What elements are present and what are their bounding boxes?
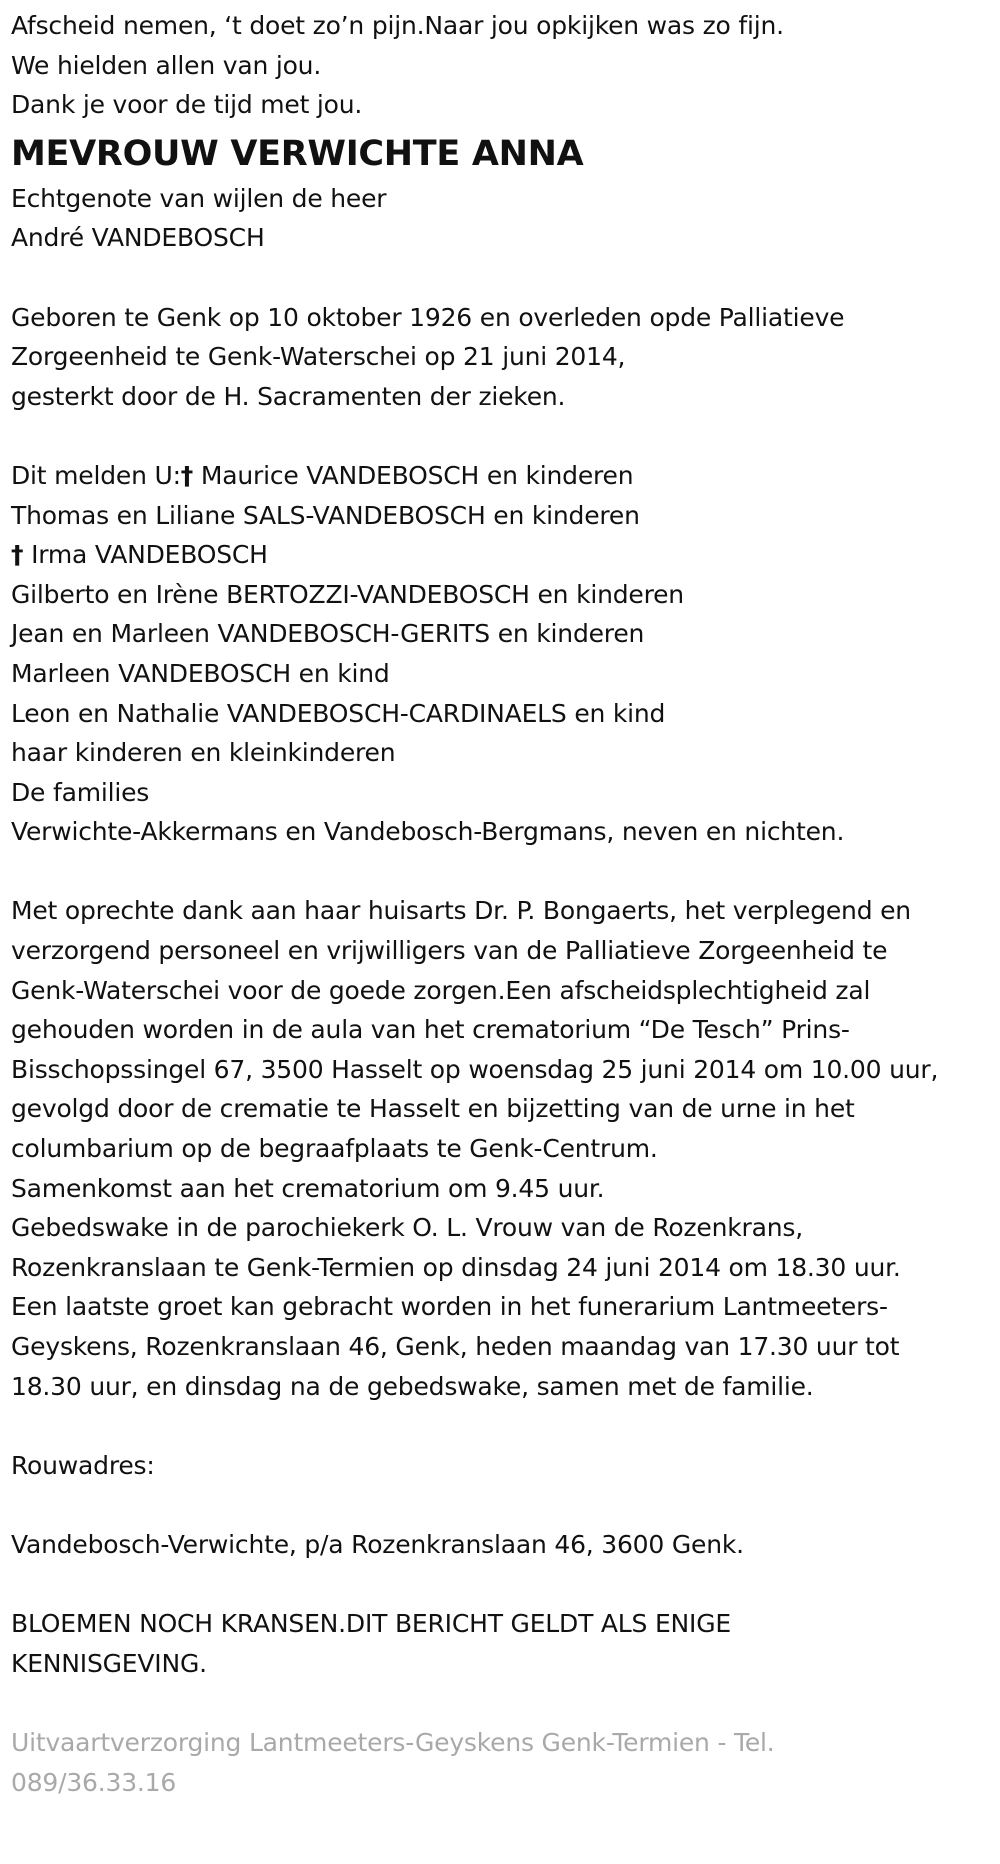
ceremony-line: Geyskens, Rozenkranslaan 46, Genk, heden maandag van 17.30 uur tot <box>11 1332 900 1361</box>
spacer <box>11 852 986 892</box>
mourner-name: Irma VANDEBOSCH <box>31 540 268 570</box>
ceremony-line: Rozenkranslaan te Genk-Termien op dinsdag 24 juni 2014 om 18.30 uur. <box>11 1252 901 1282</box>
mourners-intro: Dit melden U: <box>11 460 181 490</box>
ceremony-line: gehouden worden in de aula van het crematorium “De Tesch” Prins- <box>11 1015 850 1045</box>
mourner-line: Verwichte-Akkermans en Vandebosch-Bergmans, neven en nichten. <box>11 817 845 847</box>
mourner-line <box>11 535 986 575</box>
ceremony-line: Bisschopssingel 67, 3500 Hasselt op woensdag 25 juni 2014 om 10.00 uur, <box>11 1054 939 1084</box>
cross-icon: † <box>11 540 24 570</box>
notice-line: BLOEMEN NOCH KRANSEN.DIT BERICHT GELDT ALS ENIGE <box>11 1609 731 1639</box>
birth-death-line: gesterkt door de H. Sacramenten der zieken. <box>11 381 566 411</box>
poem-line: Afscheid nemen, ‘t doet zo’n pijn.Naar jou opkijken was zo fijn. <box>11 11 784 40</box>
ceremony-line: Gebedswake in de parochiekerk O. L. Vrouw van de Rozenkrans, <box>11 1213 803 1243</box>
address-label: Rouwadres: <box>11 1450 155 1480</box>
poem-line: We hielden allen van jou. <box>11 50 322 80</box>
ceremony-line: Met oprechte dank aan haar huisarts Dr. P. Bongaerts, het verplegend en <box>11 896 911 926</box>
ceremony-info <box>11 891 986 1406</box>
mourner-line: De families <box>11 777 150 807</box>
mourners <box>11 456 986 852</box>
mourner-line: haar kinderen en kleinkinderen <box>11 738 396 768</box>
mourner-line: Marleen VANDEBOSCH en kind <box>11 658 390 688</box>
mourner-line: Gilberto en Irène BERTOZZI-VANDEBOSCH en kinderen <box>11 579 684 609</box>
birth-death-line: Zorgeenheid te Genk-Waterschei op 21 juni 2014, <box>11 342 626 372</box>
funeral-home-footer <box>11 1723 986 1802</box>
mourner-line: Thomas en Liliane SALS-VANDEBOSCH en kinderen <box>11 500 640 530</box>
spacer <box>11 1683 986 1723</box>
ceremony-line: columbarium op de begraafplaats te Genk-Centrum. <box>11 1134 658 1164</box>
spacer <box>11 1485 986 1525</box>
birth-death-info <box>11 298 986 417</box>
ceremony-line: Samenkomst aan het crematorium om 9.45 uur. <box>11 1173 605 1203</box>
mourner-line: Leon en Nathalie VANDEBOSCH-CARDINAELS en kind <box>11 698 666 728</box>
ceremony-line: gevolgd door de crematie te Hasselt en bijzetting van de urne in het <box>11 1094 855 1124</box>
ceremony-line: Een laatste groet kan gebracht worden in het funerarium Lantmeeters- <box>11 1292 888 1322</box>
notice-line: KENNISGEVING. <box>11 1648 207 1678</box>
spacer <box>11 258 986 298</box>
relation-line: André VANDEBOSCH <box>11 223 265 253</box>
footer-line: 089/36.33.16 <box>11 1767 177 1797</box>
poem-line: Dank je voor de tijd met jou. <box>11 90 363 120</box>
obituary-notice <box>11 6 986 1802</box>
notice <box>11 1604 986 1683</box>
mourner-line: Jean en Marleen VANDEBOSCH-GERITS en kinderen <box>11 619 645 649</box>
cross-icon: † <box>180 460 194 490</box>
spacer <box>11 1565 986 1605</box>
relation <box>11 179 986 258</box>
relation-line: Echtgenote van wijlen de heer <box>11 183 387 213</box>
mourner-name: Maurice VANDEBOSCH en kinderen <box>200 460 634 490</box>
footer-line: Uitvaartverzorging Lantmeeters-Geyskens Genk-Termien - Tel. <box>11 1727 775 1757</box>
mourner-line <box>11 456 986 496</box>
birth-death-line: Geboren te Genk op 10 oktober 1926 en overleden opde Palliatieve <box>11 302 845 332</box>
ceremony-line: verzorgend personeel en vrijwilligers van de Palliatieve Zorgeenheid te <box>11 936 888 966</box>
ceremony-line: 18.30 uur, en dinsdag na de gebedswake, samen met de familie. <box>11 1371 814 1401</box>
address-value: Vandebosch-Verwichte, p/a Rozenkranslaan 46, 3600 Genk. <box>11 1529 744 1559</box>
poem <box>11 6 986 125</box>
spacer <box>11 1406 986 1446</box>
ceremony-line: Genk-Waterschei voor de goede zorgen.Een afscheidsplechtigheid zal <box>11 975 871 1005</box>
spacer <box>11 416 986 456</box>
deceased-name: MEVROUW VERWICHTE ANNA <box>11 133 584 174</box>
